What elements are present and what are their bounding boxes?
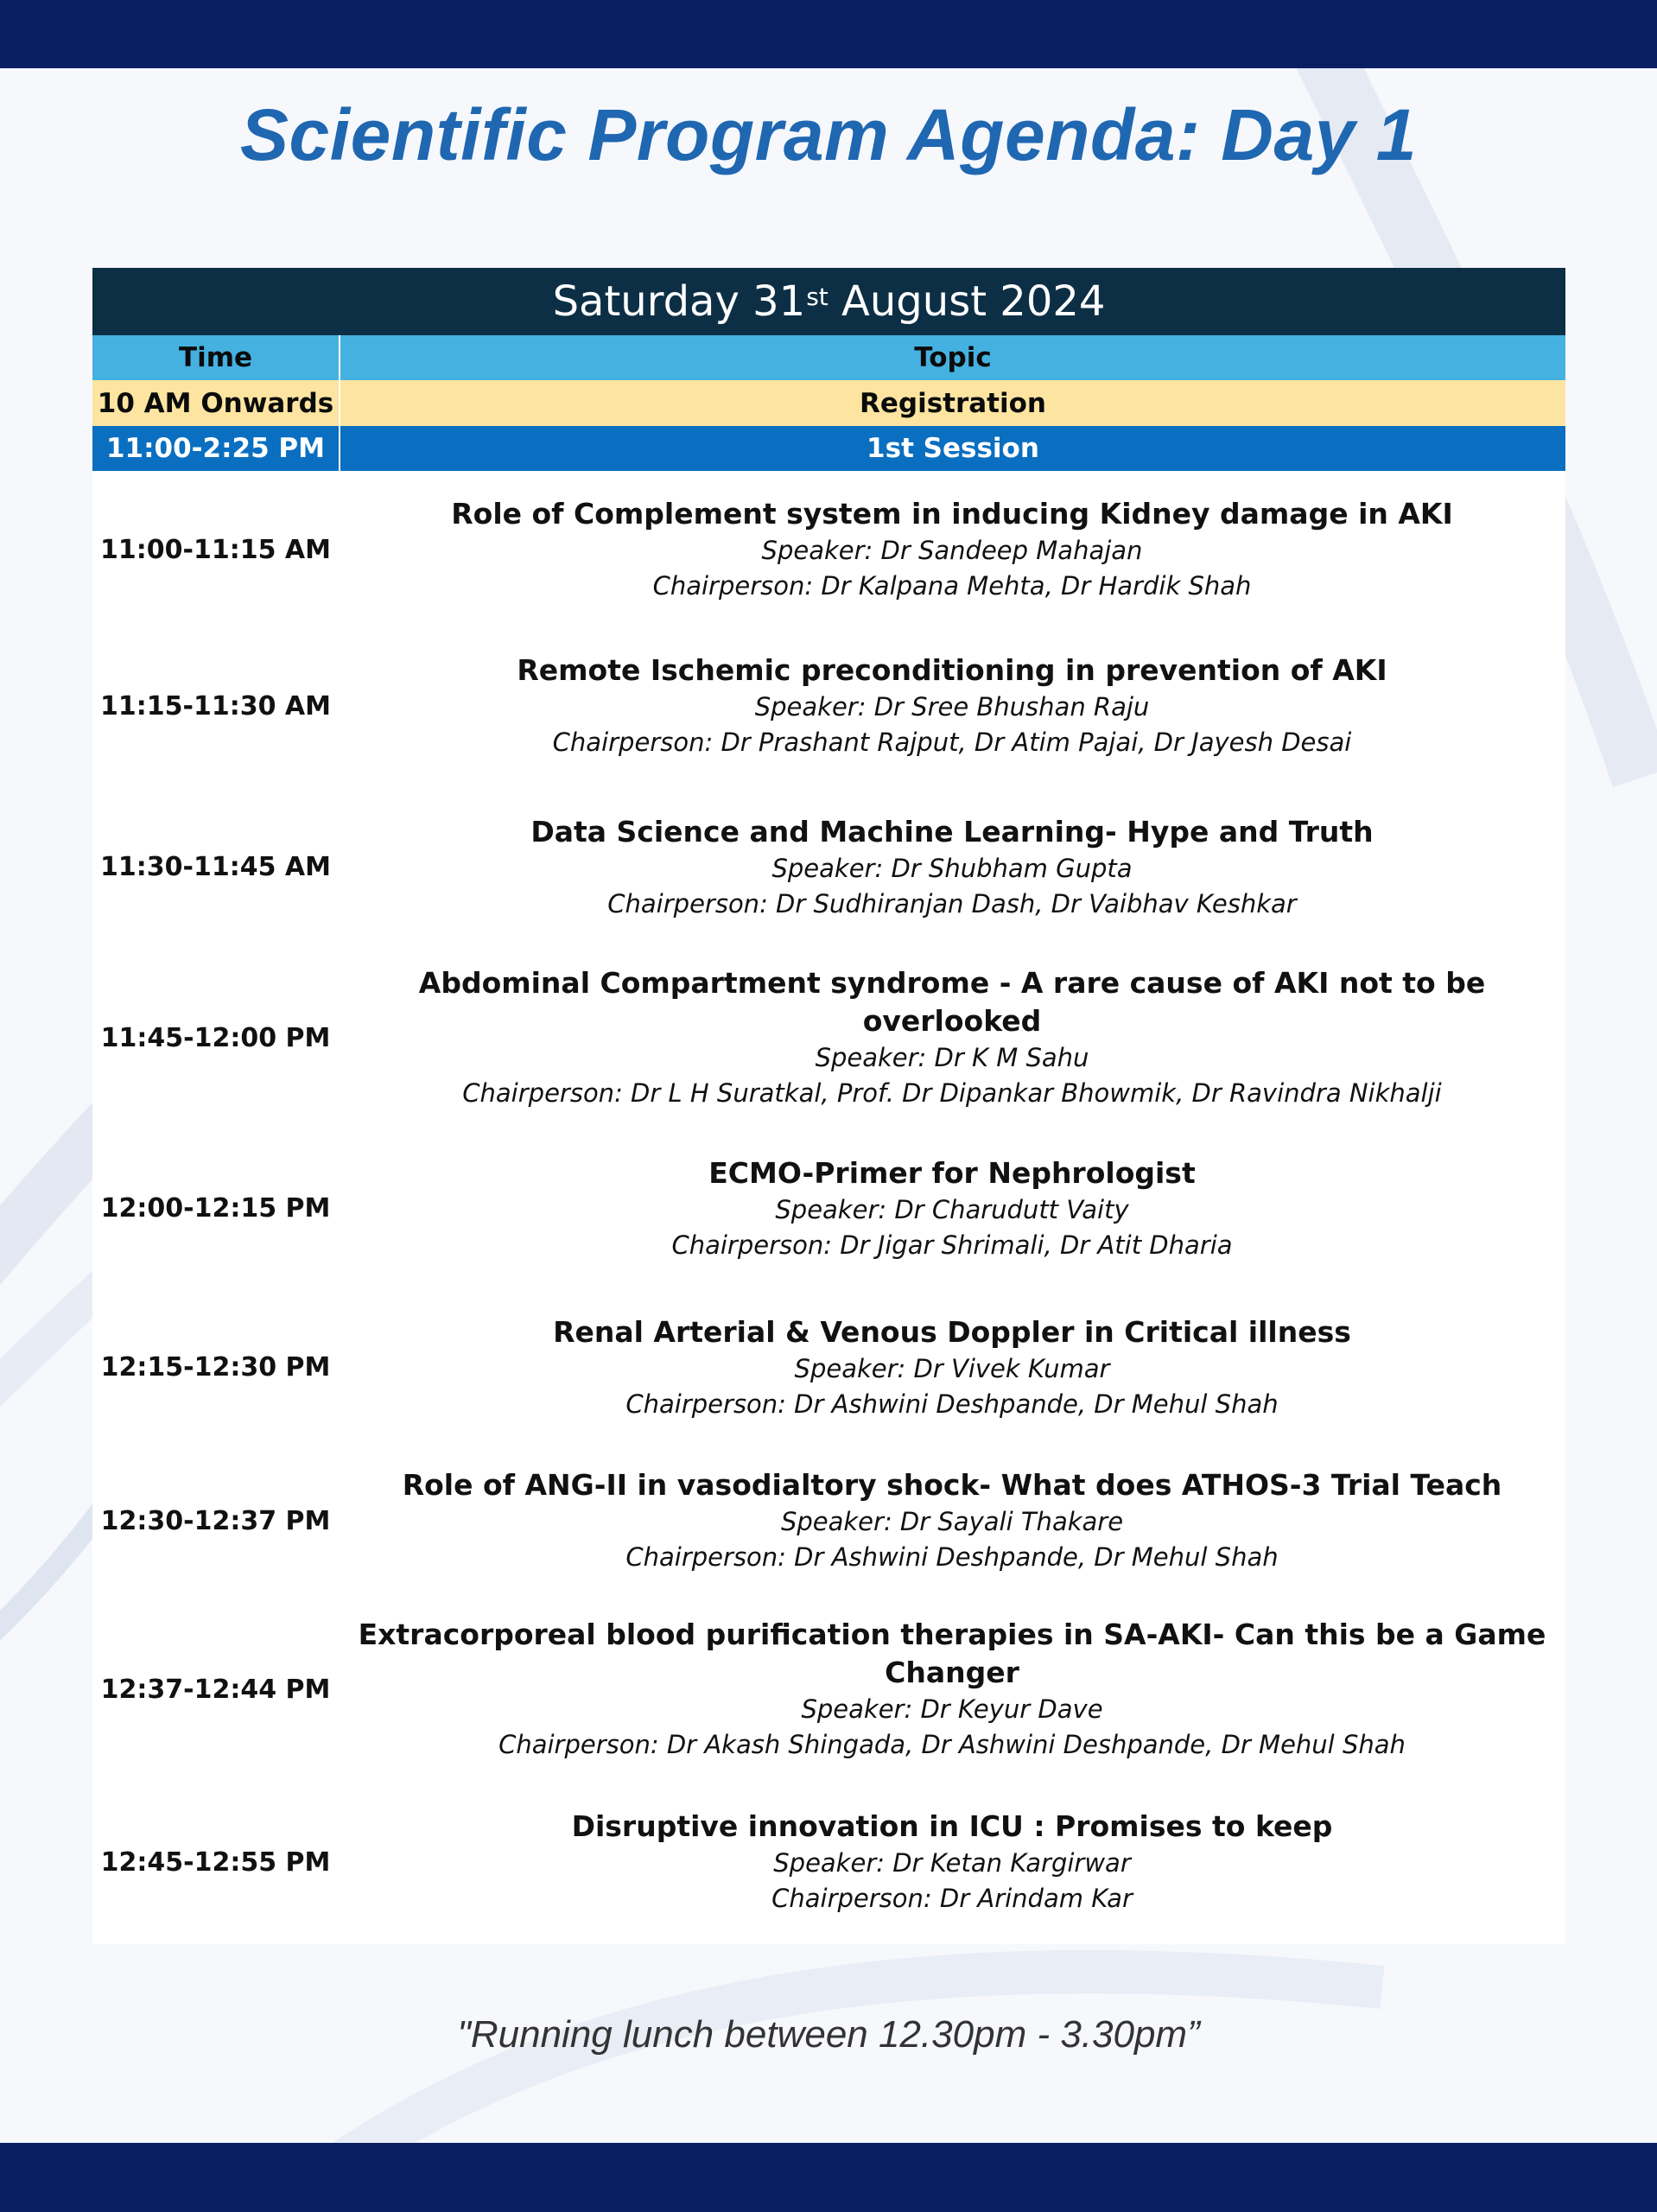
talk-title: Role of ANG-II in vasodialtory shock- What does ATHOS-3 Trial Teach — [402, 1468, 1502, 1502]
talk-details — [339, 1808, 1565, 1916]
talk-title: Extracorporeal blood purification therapies in SA-AKI- Can this be a Game Changer — [358, 1618, 1546, 1689]
talk-list — [92, 471, 1565, 1944]
column-header-row — [92, 335, 1565, 380]
talk-chairperson: Chairperson: Dr Sudhiranjan Dash, Dr Vaibhav Keshkar — [607, 888, 1297, 918]
talk-time: 11:15-11:30 AM — [100, 690, 331, 721]
top-banner-bar — [0, 0, 1657, 68]
talk-time: 12:30-12:37 PM — [100, 1505, 331, 1536]
talk-title: Abdominal Compartment syndrome - A rare cause of AKI not to be overlooked — [418, 966, 1486, 1038]
column-header-topic: Topic — [914, 342, 992, 373]
session-time: 11:00-2:25 PM — [92, 426, 340, 471]
talk-time: 12:37-12:44 PM — [100, 1674, 331, 1705]
talk-time: 11:30-11:45 AM — [100, 852, 331, 882]
date-ordinal: st — [806, 282, 828, 311]
talk-chairperson: Chairperson: Dr Jigar Shrimali, Dr Atit Dharia — [671, 1230, 1233, 1260]
talk-details — [339, 964, 1565, 1111]
bottom-banner-bar — [0, 2143, 1657, 2212]
talk-speaker: Speaker: Dr Keyur Dave — [801, 1694, 1103, 1724]
talk-title: Renal Arterial & Venous Doppler in Critical illness — [553, 1314, 1351, 1349]
talk-row — [92, 950, 1565, 1125]
talk-title: Role of Complement system in inducing Kidney damage in AKI — [451, 497, 1453, 531]
registration-time: 10 AM Onwards — [92, 380, 340, 426]
talk-chairperson: Chairperson: Dr Ashwini Deshpande, Dr Mehul Shah — [625, 1389, 1279, 1419]
talk-chairperson: Chairperson: Dr L H Suratkal, Prof. Dr Dipankar Bhowmik, Dr Ravindra Nikhalji — [462, 1078, 1442, 1108]
talk-details — [339, 1616, 1565, 1763]
talk-row — [92, 1599, 1565, 1780]
talk-speaker: Speaker: Dr Sandeep Mahajan — [761, 536, 1143, 565]
talk-title: Disruptive innovation in ICU : Promises to keep — [571, 1809, 1333, 1843]
talk-details — [339, 495, 1565, 604]
date-header — [92, 268, 1565, 335]
talk-time: 11:00-11:15 AM — [100, 534, 331, 565]
talk-speaker: Speaker: Dr Vivek Kumar — [794, 1353, 1110, 1383]
talk-details — [339, 1154, 1565, 1263]
talk-details — [339, 813, 1565, 922]
talk-details — [339, 1466, 1565, 1575]
talk-title: ECMO-Primer for Nephrologist — [708, 1155, 1196, 1190]
talk-chairperson: Chairperson: Dr Prashant Rajput, Dr Atim Pajai, Dr Jayesh Desai — [552, 728, 1352, 757]
talk-speaker: Speaker: Dr Sree Bhushan Raju — [754, 692, 1150, 721]
talk-speaker: Speaker: Dr Charudutt Vaity — [775, 1194, 1129, 1224]
talk-details — [339, 1313, 1565, 1422]
talk-row — [92, 1443, 1565, 1599]
talk-row — [92, 1125, 1565, 1292]
talk-time: 12:00-12:15 PM — [100, 1193, 331, 1224]
talk-speaker: Speaker: Dr Ketan Kargirwar — [773, 1848, 1131, 1878]
talk-title: Remote Ischemic preconditioning in prevention of AKI — [517, 653, 1387, 687]
talk-chairperson: Chairperson: Dr Arindam Kar — [771, 1884, 1133, 1913]
talk-time: 11:45-12:00 PM — [100, 1022, 331, 1053]
date-rest: August 2024 — [828, 277, 1106, 326]
talk-speaker: Speaker: Dr K M Sahu — [815, 1043, 1089, 1072]
talk-row — [92, 628, 1565, 784]
talk-chairperson: Chairperson: Dr Akash Shingada, Dr Ashwini Deshpande, Dr Mehul Shah — [498, 1730, 1406, 1759]
talk-speaker: Speaker: Dr Sayali Thakare — [780, 1507, 1124, 1536]
talk-speaker: Speaker: Dr Shubham Gupta — [771, 853, 1133, 883]
column-header-time: Time — [92, 335, 340, 380]
talk-title: Data Science and Machine Learning- Hype and Truth — [530, 814, 1374, 849]
talk-chairperson: Chairperson: Dr Ashwini Deshpande, Dr Mehul Shah — [625, 1542, 1279, 1572]
talk-row — [92, 1780, 1565, 1944]
talk-details — [339, 652, 1565, 760]
session-label: 1st Session — [867, 433, 1039, 464]
lunch-note: "Running lunch between 12.30pm - 3.30pm” — [457, 2013, 1200, 2056]
talk-chairperson: Chairperson: Dr Kalpana Mehta, Dr Hardik Shah — [652, 571, 1252, 601]
talk-row — [92, 1292, 1565, 1443]
session-row — [92, 426, 1565, 471]
talk-row — [92, 784, 1565, 950]
registration-row — [92, 380, 1565, 426]
talk-time: 12:45-12:55 PM — [100, 1847, 331, 1878]
registration-label: Registration — [859, 387, 1046, 419]
talk-time: 12:15-12:30 PM — [100, 1352, 331, 1382]
talk-row — [92, 471, 1565, 628]
date-day: Saturday 31 — [552, 277, 806, 326]
page-title: Scientific Program Agenda: Day 1 — [240, 94, 1417, 175]
agenda-table — [92, 268, 1565, 1944]
